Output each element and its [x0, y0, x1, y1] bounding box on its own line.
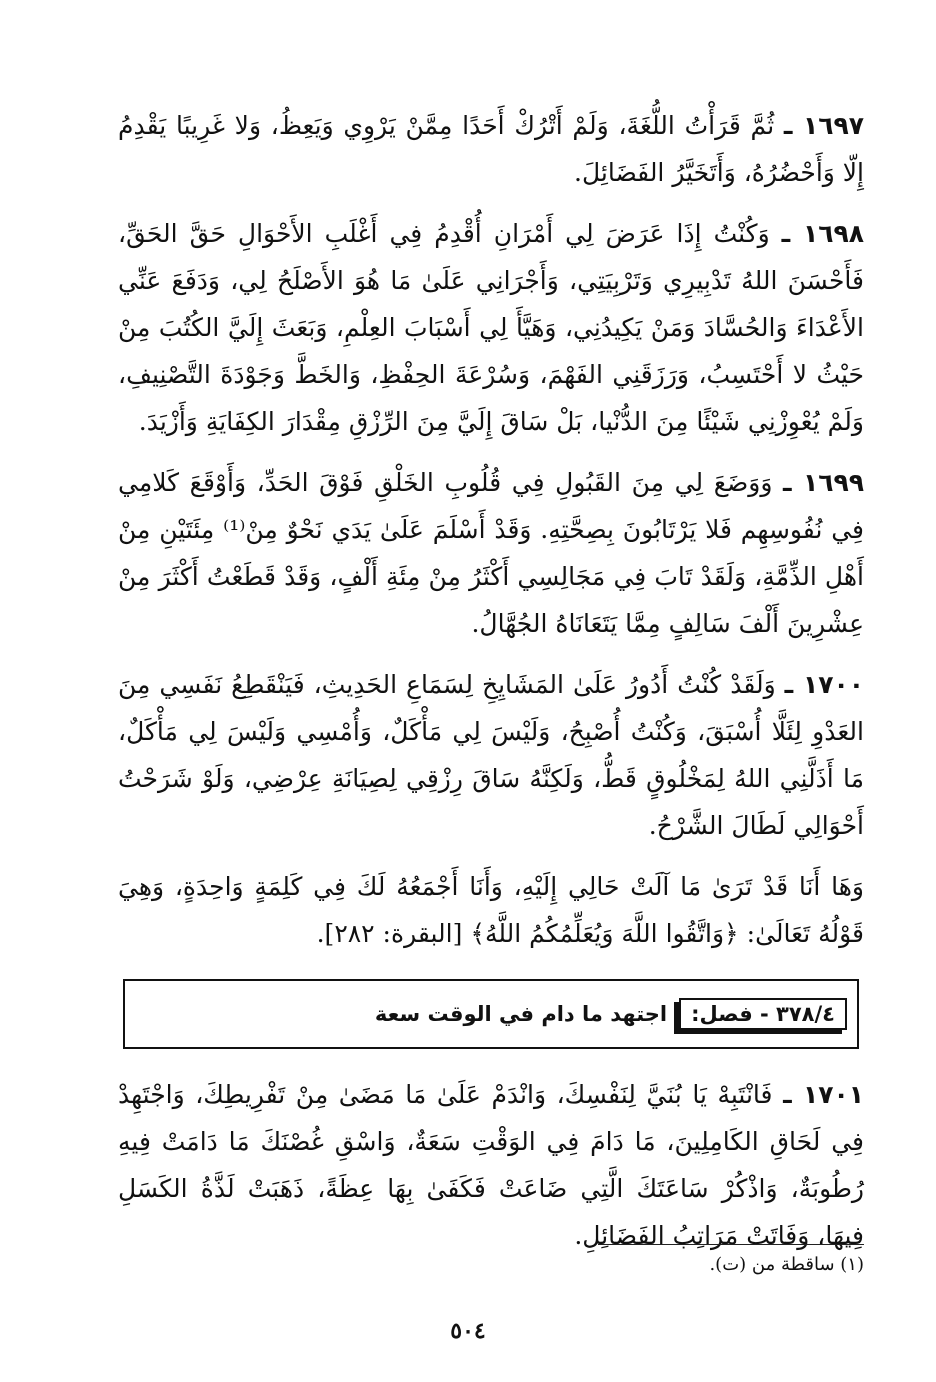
- paragraph-1700: [118, 661, 864, 849]
- paragraph-number: ١٧٠٠ ـ: [784, 670, 864, 699]
- page-number: ٥٠٤: [450, 1318, 486, 1344]
- paragraph-text: وَكُنْتُ إِذَا عَرَضَ لِي أَمْرَانِ أُقْدِمُ فِي أَغْلَبِ الأَحْوَالِ حَقَّ الحَقِّ، فَأَحْسَنَ اللهُ تَدْبِيرِي وَتَرْبِيَتِي، وَأَجْرَانِي عَلَىٰ مَا هُوَ الأَصْلَحُ لِي، وَدَفَعَ عَنِّي الأَعْدَاءَ وَالحُسَّادَ وَمَنْ يَكِيدُنِي، وَهَيَّأَ لِي أَسْبَابَ العِلْمِ، وَبَعَثَ إِلَيَّ الكُتُبَ مِنْ حَيْثُ لا أَحْتَسِبُ، وَرَزَقَنِي الفَهْمَ، وَسُرْعَةَ الحِفْظِ، وَالخَطَّ وَجَوْدَةَ التَّصْنِيفِ، وَلَمْ يُعْوِزْنِي شَيْئًا مِنَ الدُّنْيا، بَلْ سَاقَ إِلَيَّ مِنَ الرِّزْقِ مِقْدَارَ الكِفَايَةِ وَأَزْيَدَ.: [118, 219, 864, 436]
- paragraph-1701: [118, 1071, 864, 1259]
- paragraph-number: ١٦٩٨ ـ: [781, 219, 864, 248]
- paragraph-text: وَوَضَعَ لِي مِنَ القَبُولِ فِي قُلُوبِ الخَلْقِ فَوْقَ الحَدِّ، وَأَوْقَعَ كَلامِي فِي نُفُوسِهِم فَلا يَرْتَابُونَ بِصِحَّتِهِ. وَقَدْ أَسْلَمَ عَلَىٰ يَدَي نَحْوٌ مِنْ⁽¹⁾ مِئَتَيْنِ مِنْ أَهْلِ الذِّمَّةِ، وَلَقَدْ تَابَ فِي مَجَالِسِي أَكْثَرُ مِنْ مِئَةِ أَلْفٍ، وَقَدْ قَطَعْتُ أَكْثَرَ مِنْ عِشْرِينَ أَلْفَ سَالِفٍ مِمَّا يَتَعَانَاهُ الجُهَّالُ.: [118, 468, 865, 638]
- paragraph-1699: [118, 459, 864, 647]
- section-title: اجتهد ما دام في الوقت سعة: [374, 1002, 668, 1026]
- paragraph-number: ١٧٠١ ـ: [783, 1080, 864, 1109]
- page-body: [118, 102, 864, 1273]
- paragraph-text: فَانْتَبِهْ يَا بُنَيَّ لِنَفْسِكَ، وَانْدَمْ عَلَىٰ مَا مَضَىٰ مِنْ تَفْرِيطِكَ، وَاجْتَهِدْ فِي لَحَاقِ الكَامِلِينَ، مَا دَامَ فِي الوَقْتِ سَعَةٌ، وَاسْقِ غُصْنَكَ مَا دَامَتْ فِيهِ رُطُوبَةٌ، وَاذْكُرْ سَاعَتَكَ الَّتِي ضَاعَتْ فَكَفَىٰ بِهَا عِظَةً، ذَهَبَتْ لَذَّةُ الكَسَلِ فِيهَا، وَفَاتَتْ مَرَاتِبُ الفَضَائِلِ.: [118, 1080, 864, 1250]
- section-heading: [375, 998, 847, 1030]
- paragraph-1698: [118, 210, 864, 445]
- paragraph-1697: [118, 102, 864, 196]
- paragraph-number: ١٦٩٩ ـ: [783, 468, 864, 497]
- footnote-divider: [598, 1244, 864, 1245]
- section-label: ٣٧٨/٤ - فصل:: [679, 998, 847, 1030]
- paragraph-text: ثُمَّ قَرَأْتُ اللُّغَةَ، وَلَمْ أَتْرُكْ أَحَدًا مِمَّنْ يَرْوِي وَيَعِظُ، وَلا غَرِيبًا يَقْدِمُ إِلّا وَأَحْضُرُهُ، وَأَتَخَيَّرُ الفَضَائِلَ.: [118, 111, 864, 187]
- section-heading-box: [123, 979, 859, 1049]
- paragraph-conclusion: [118, 863, 864, 957]
- footnote: (١) ساقطة من (ت).: [709, 1254, 864, 1275]
- paragraph-number: ١٦٩٧ ـ: [783, 111, 864, 140]
- paragraph-text: وَهَا أَنَا قَدْ تَرَىٰ مَا آلَتْ حَالِي إِلَيْهِ، وَأَنَا أَجْمَعُهُ لَكَ فِي كَلِمَةٍ وَاحِدَةٍ، وَهِيَ قَوْلُهُ تَعَالَىٰ: ﴿وَاتَّقُوا اللَّهَ وَيُعَلِّمُكُمُ اللَّهُ﴾ [البقرة: ٢٨٢].: [118, 872, 864, 948]
- paragraph-text: وَلَقَدْ كُنْتُ أَدُورُ عَلَىٰ المَشَايِخِ لِسَمَاعِ الحَدِيثِ، فَيَنْقَطِعُ نَفَسِي مِنَ العَدْوِ لِئَلَّا أُسْبَقَ، وَكُنْتُ أُصْبِحُ، وَلَيْسَ لِي مَأْكَلٌ، وَأُمْسِي وَلَيْسَ لِي مَأْكَلٌ، مَا أَذَلَّنِي اللهُ لِمَخْلُوقٍ قَطُّ، وَلَكِنَّهُ سَاقَ رِزْقِي لِصِيَانَةِ عِرْضِي، وَلَوْ شَرَحْتُ أَحْوَالِي لَطَالَ الشَّرْحُ.: [118, 670, 865, 840]
